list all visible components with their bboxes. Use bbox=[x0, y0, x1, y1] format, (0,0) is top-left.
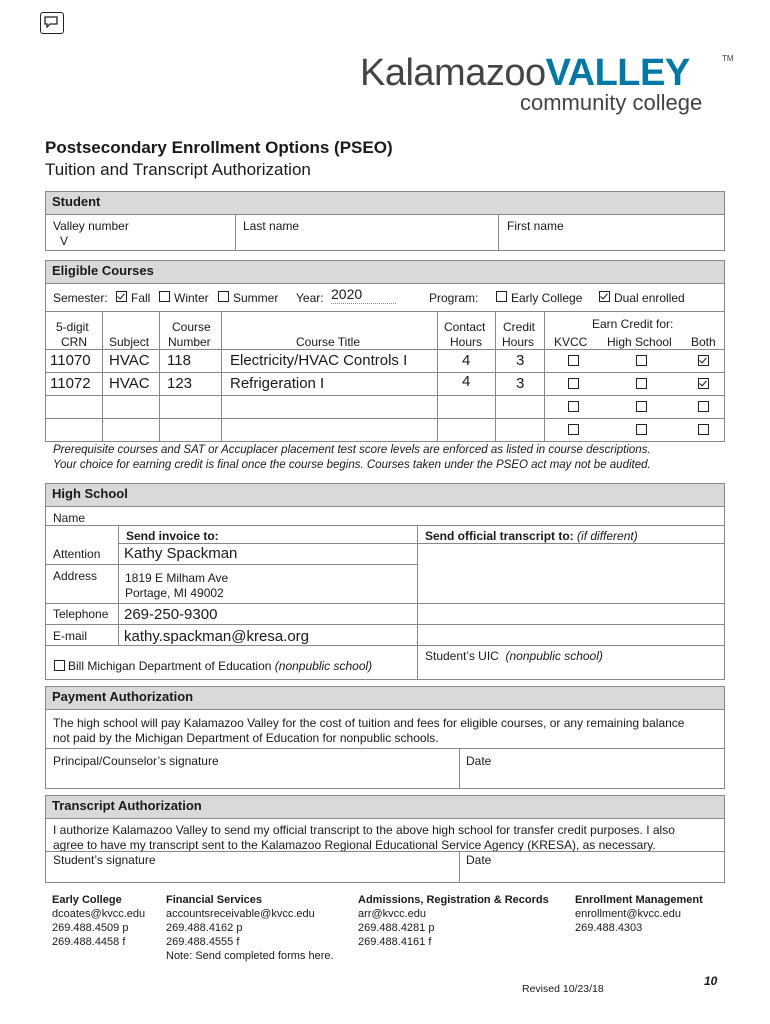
footer-admissions-title: Admissions, Registration & Records bbox=[358, 894, 549, 906]
principal-signature-label: Principal/Counselor’s signature bbox=[53, 754, 219, 768]
uic-label bbox=[425, 649, 603, 663]
send-transcript-note: (if different) bbox=[577, 529, 638, 543]
row1-contact[interactable]: 4 bbox=[462, 352, 471, 369]
footer-financial-note: Note: Send completed forms here. bbox=[166, 950, 334, 962]
course-number-header-2: Number bbox=[168, 335, 211, 349]
row1-highschool-checkbox[interactable] bbox=[636, 355, 647, 366]
winter-label: Winter bbox=[174, 291, 209, 305]
form-title: Postsecondary Enrollment Options (PSEO) bbox=[45, 138, 393, 157]
course-number-header-1: Course bbox=[172, 320, 211, 334]
first-name-label: First name bbox=[507, 219, 564, 233]
transcript-text-1: I authorize Kalamazoo Valley to send my official transcript to the above high school for transfer credit purposes. I also bbox=[53, 823, 675, 837]
footer-admissions-fax: 269.488.4161 f bbox=[358, 936, 432, 948]
row4-kvcc-checkbox[interactable] bbox=[568, 424, 579, 435]
footer-enrollment-title: Enrollment Management bbox=[575, 894, 703, 906]
row1-kvcc-checkbox[interactable] bbox=[568, 355, 579, 366]
contact-hours-header-1: Contact bbox=[444, 320, 486, 334]
row4-both-checkbox[interactable] bbox=[698, 424, 709, 435]
fall-checkbox[interactable] bbox=[116, 291, 127, 302]
email-label: E-mail bbox=[53, 629, 88, 643]
contact-hours-header-2: Hours bbox=[450, 335, 483, 349]
summer-checkbox[interactable] bbox=[218, 291, 229, 302]
bill-mde-label bbox=[68, 659, 372, 673]
high-school-header: High School bbox=[607, 335, 672, 349]
row1-credit[interactable]: 3 bbox=[516, 352, 525, 369]
year-field[interactable]: 2020 bbox=[331, 286, 396, 304]
footer-early-college-fax: 269.488.4458 f bbox=[52, 936, 126, 948]
early-college-checkbox[interactable] bbox=[496, 291, 507, 302]
year-label: Year: bbox=[296, 291, 324, 305]
row2-both-checkbox[interactable] bbox=[698, 378, 709, 389]
revised-date: Revised 10/23/18 bbox=[522, 983, 604, 995]
college-logo bbox=[360, 52, 740, 122]
payment-text-2: not paid by the Michigan Department of Education for nonpublic schools. bbox=[53, 731, 439, 745]
transcript-section bbox=[45, 795, 725, 883]
row3-kvcc-checkbox[interactable] bbox=[568, 401, 579, 412]
student-signature-field[interactable] bbox=[53, 866, 453, 880]
comment-icon[interactable] bbox=[40, 12, 64, 34]
footer-early-college bbox=[52, 893, 145, 949]
footer-admissions-phone: 269.488.4281 p bbox=[358, 922, 435, 934]
attention-value[interactable]: Kathy Spackman bbox=[124, 545, 238, 562]
address-line-1[interactable]: 1819 E Milham Ave bbox=[125, 571, 229, 585]
row2-title[interactable]: Refrigeration I bbox=[230, 375, 325, 392]
bill-mde-checkbox[interactable] bbox=[54, 660, 65, 671]
school-name-field[interactable] bbox=[121, 507, 716, 525]
crn-header-2: CRN bbox=[61, 335, 87, 349]
courses-heading: Eligible Courses bbox=[46, 261, 724, 284]
earn-credit-header: Earn Credit for: bbox=[592, 317, 674, 331]
dual-enrolled-label: Dual enrolled bbox=[614, 291, 685, 305]
logo-subtitle: community college bbox=[520, 90, 703, 115]
telephone-value[interactable]: 269-250-9300 bbox=[124, 606, 218, 623]
courses-note-2: Your choice for earning credit is final once the course begins. Courses taken under the PSEO act may not be audited. bbox=[53, 459, 651, 471]
payment-date-field[interactable] bbox=[466, 767, 716, 785]
payment-text-1: The high school will pay Kalamazoo Valley for the cost of tuition and fees for eligible courses, or any remaining balance bbox=[53, 716, 685, 730]
row3-highschool-checkbox[interactable] bbox=[636, 401, 647, 412]
row2-contact[interactable]: 4 bbox=[462, 373, 471, 390]
payment-section bbox=[45, 686, 725, 789]
page-number: 10 bbox=[704, 974, 718, 988]
footer-financial-services bbox=[166, 893, 334, 963]
footer-financial-title: Financial Services bbox=[166, 894, 262, 906]
footer-financial-fax: 269.488.4555 f bbox=[166, 936, 240, 948]
row1-both-checkbox[interactable] bbox=[698, 355, 709, 366]
logo-trademark: TM bbox=[722, 54, 734, 63]
payment-date-label: Date bbox=[466, 754, 492, 768]
address-line-2[interactable]: Portage, MI 49002 bbox=[125, 586, 224, 600]
footer-early-college-phone: 269.488.4509 p bbox=[52, 922, 129, 934]
valley-number-prefix: V bbox=[60, 234, 69, 248]
transcript-date-label: Date bbox=[466, 853, 492, 867]
row1-number[interactable]: 118 bbox=[167, 352, 191, 369]
row2-kvcc-checkbox[interactable] bbox=[568, 378, 579, 389]
high-school-section bbox=[45, 483, 725, 680]
subject-header: Subject bbox=[109, 335, 150, 349]
crn-header-1: 5-digit bbox=[56, 320, 89, 334]
send-invoice-label: Send invoice to: bbox=[126, 529, 219, 543]
courses-section bbox=[45, 260, 725, 442]
email-value[interactable]: kathy.spackman@kresa.org bbox=[124, 628, 310, 645]
row2-highschool-checkbox[interactable] bbox=[636, 378, 647, 389]
row1-crn[interactable]: 11070 bbox=[50, 352, 91, 369]
row2-crn[interactable]: 11072 bbox=[50, 375, 91, 392]
courses-note-1: Prerequisite courses and SAT or Accuplacer placement test score levels are enforced as listed in course descriptions. bbox=[53, 444, 651, 456]
uic-note: (nonpublic school) bbox=[505, 649, 603, 663]
credit-hours-header-2: Hours bbox=[502, 335, 535, 349]
row2-credit[interactable]: 3 bbox=[516, 375, 525, 392]
attention-label: Attention bbox=[53, 547, 101, 561]
row1-subject[interactable]: HVAC bbox=[109, 352, 150, 369]
valley-number-field[interactable] bbox=[76, 232, 226, 248]
row4-highschool-checkbox[interactable] bbox=[636, 424, 647, 435]
both-header: Both bbox=[691, 335, 716, 349]
row1-title[interactable]: Electricity/HVAC Controls I bbox=[230, 352, 408, 369]
footer-early-college-title: Early College bbox=[52, 894, 122, 906]
address-label: Address bbox=[53, 569, 98, 583]
footer-financial-email: accountsreceivable@kvcc.edu bbox=[166, 908, 315, 920]
winter-checkbox[interactable] bbox=[159, 291, 170, 302]
last-name-field[interactable] bbox=[243, 232, 488, 248]
principal-signature-field[interactable] bbox=[53, 767, 453, 785]
summer-label: Summer bbox=[233, 291, 279, 305]
footer-admissions bbox=[358, 893, 549, 949]
row2-subject[interactable]: HVAC bbox=[109, 375, 150, 392]
semester-label: Semester: bbox=[53, 291, 108, 305]
form-subtitle: Tuition and Transcript Authorization bbox=[45, 160, 311, 179]
footer-enrollment bbox=[575, 893, 703, 935]
footer-early-college-email: dcoates@kvcc.edu bbox=[52, 908, 146, 920]
high-school-heading: High School bbox=[46, 484, 724, 507]
student-heading: Student bbox=[46, 192, 724, 215]
logo-wordmark-valley: VALLEY bbox=[545, 52, 690, 94]
first-name-field[interactable] bbox=[507, 232, 717, 248]
logo-wordmark-kalamazoo: Kalamazoo bbox=[360, 52, 546, 94]
transcript-text-2: agree to have my transcript sent to the Kalamazoo Regional Educational Service Agency (KRESA), as necessary. bbox=[53, 838, 656, 852]
transcript-heading: Transcript Authorization bbox=[46, 796, 724, 819]
kvcc-header: KVCC bbox=[554, 335, 588, 349]
bill-mde-note: (nonpublic school) bbox=[274, 659, 373, 673]
student-signature-label: Student’s signature bbox=[53, 853, 156, 867]
send-transcript-label bbox=[425, 529, 638, 543]
student-section bbox=[45, 191, 725, 251]
row3-both-checkbox[interactable] bbox=[698, 401, 709, 412]
bill-mde-text: Bill Michigan Department of Education bbox=[68, 659, 272, 673]
valley-number-label: Valley number bbox=[53, 219, 129, 233]
payment-heading: Payment Authorization bbox=[46, 687, 724, 710]
course-title-header: Course Title bbox=[296, 335, 361, 349]
footer-enrollment-email: enrollment@kvcc.edu bbox=[575, 908, 681, 920]
early-college-label: Early College bbox=[511, 291, 583, 305]
row2-number[interactable]: 123 bbox=[167, 375, 193, 392]
transcript-date-field[interactable] bbox=[466, 866, 716, 880]
footer-admissions-email: arr@kvcc.edu bbox=[358, 908, 427, 920]
credit-hours-header-1: Credit bbox=[503, 320, 536, 334]
school-name-label: Name bbox=[53, 511, 86, 525]
last-name-label: Last name bbox=[243, 219, 300, 233]
footer-enrollment-phone: 269.488.4303 bbox=[575, 922, 643, 934]
footer-financial-phone: 269.488.4162 p bbox=[166, 922, 243, 934]
telephone-label: Telephone bbox=[53, 607, 109, 621]
fall-label: Fall bbox=[131, 291, 151, 305]
send-transcript-text: Send official transcript to: bbox=[425, 529, 574, 543]
uic-text: Student’s UIC bbox=[425, 649, 499, 663]
dual-enrolled-checkbox[interactable] bbox=[599, 291, 610, 302]
program-label: Program: bbox=[429, 291, 479, 305]
